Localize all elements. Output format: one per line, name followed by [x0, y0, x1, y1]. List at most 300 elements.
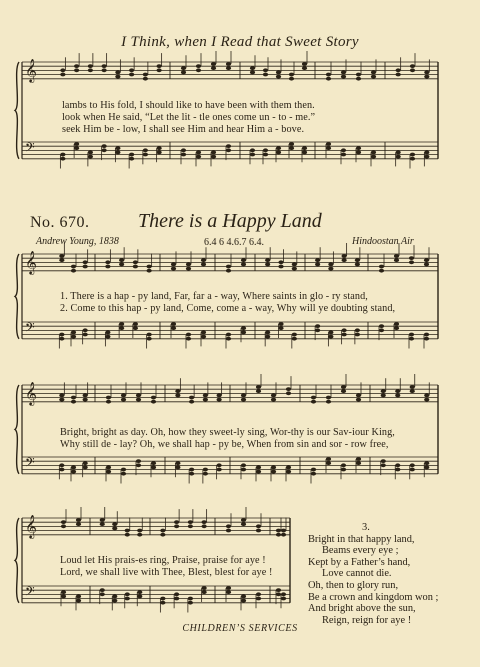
note-head — [394, 254, 399, 258]
treble-clef: 𝄞 — [25, 58, 37, 82]
note-head — [102, 64, 107, 68]
note-head — [129, 153, 134, 157]
note-head — [201, 331, 206, 335]
running-title: I Think, when I Read that Sweet Story — [121, 34, 359, 50]
note-head — [226, 529, 231, 533]
bass-clef: 𝄢 — [25, 320, 35, 338]
note-head — [171, 263, 176, 267]
lyric-line: lambs to His fold, I should like to have been with them then. — [62, 100, 315, 111]
note-head — [189, 400, 194, 404]
note-head — [137, 533, 142, 537]
note-head — [61, 520, 66, 524]
note-head — [71, 400, 76, 404]
note-head — [410, 468, 415, 472]
verse-line: Kept by a Father’s hand, — [308, 556, 411, 568]
note-head — [115, 151, 120, 155]
note-head — [202, 590, 207, 594]
note-head — [276, 533, 281, 537]
note-head — [143, 148, 148, 152]
note-head — [379, 265, 384, 269]
note-head — [226, 269, 231, 273]
note-head — [76, 599, 81, 603]
note-head — [241, 326, 246, 330]
note-head — [256, 524, 261, 528]
lyric-line: 1. There is a hap - py land, Far, far a - way, Where saints in glo - ry stand, — [60, 291, 368, 302]
note-head — [61, 524, 66, 528]
note-head — [276, 588, 281, 592]
note-head — [226, 148, 231, 152]
note-head — [302, 62, 307, 66]
note-head — [196, 155, 201, 159]
note-head — [381, 459, 386, 463]
note-head — [106, 466, 111, 470]
note-head — [217, 468, 222, 472]
note-head — [265, 331, 270, 335]
note-head — [328, 263, 333, 267]
note-head — [201, 263, 206, 267]
note-head — [133, 265, 138, 269]
note-head — [371, 151, 376, 155]
note-head — [241, 518, 246, 522]
note-head — [371, 71, 376, 75]
note-head — [226, 265, 231, 269]
note-head — [203, 398, 208, 402]
note-head — [175, 389, 180, 393]
note-head — [157, 146, 162, 150]
note-head — [286, 387, 291, 391]
note-head — [188, 601, 193, 605]
note-head — [379, 269, 384, 273]
note-head — [147, 269, 152, 273]
note-head — [125, 533, 130, 537]
note-head — [59, 258, 64, 262]
note-head — [175, 466, 180, 470]
note-head — [281, 592, 286, 596]
note-head — [292, 263, 297, 267]
note-head — [174, 597, 179, 601]
note-head — [137, 529, 142, 533]
note-head — [71, 396, 76, 400]
note-head — [326, 142, 331, 146]
note-head — [121, 468, 126, 472]
note-head — [112, 599, 117, 603]
note-head — [289, 142, 294, 146]
note-head — [174, 520, 179, 524]
lyric-line: seek Him be - low, I shall see Him and hear Him a - bove. — [62, 124, 305, 135]
note-head — [424, 155, 429, 159]
note-head — [241, 595, 246, 599]
note-head — [286, 391, 291, 395]
note-head — [83, 398, 88, 402]
note-head — [410, 64, 415, 68]
note-head — [157, 68, 162, 72]
note-head — [356, 73, 361, 77]
bass-clef: 𝄢 — [25, 584, 35, 602]
note-head — [59, 398, 64, 402]
note-head — [125, 592, 130, 596]
note-head — [151, 466, 156, 470]
note-head — [276, 529, 281, 533]
note-head — [256, 385, 261, 389]
note-head — [136, 398, 141, 402]
note-head — [410, 68, 415, 72]
note-head — [355, 333, 360, 337]
note-head — [136, 459, 141, 463]
note-head — [315, 328, 320, 332]
note-head — [203, 468, 208, 472]
note-head — [356, 461, 361, 465]
note-head — [263, 68, 268, 72]
note-head — [217, 463, 222, 467]
note-head — [326, 457, 331, 461]
note-head — [171, 322, 176, 326]
footer-section-title: CHILDREN’S SERVICES — [182, 623, 298, 634]
note-head — [410, 389, 415, 393]
note-head — [250, 153, 255, 157]
note-head — [371, 75, 376, 79]
note-head — [356, 146, 361, 150]
note-head — [74, 68, 79, 72]
note-head — [286, 466, 291, 470]
verse-line: Love cannot die. — [322, 568, 392, 580]
note-head — [186, 337, 191, 341]
note-head — [241, 394, 246, 398]
note-head — [328, 331, 333, 335]
note-head — [121, 398, 126, 402]
brace — [15, 62, 19, 159]
note-head — [71, 269, 76, 273]
note-head — [143, 77, 148, 81]
note-head — [289, 77, 294, 81]
note-head — [71, 335, 76, 339]
note-head — [394, 258, 399, 262]
note-head — [189, 468, 194, 472]
note-head — [226, 62, 231, 66]
note-head — [424, 394, 429, 398]
note-head — [424, 461, 429, 465]
note-head — [278, 322, 283, 326]
note-head — [211, 155, 216, 159]
note-head — [188, 524, 193, 528]
note-head — [160, 533, 165, 537]
note-head — [88, 155, 93, 159]
note-head — [125, 597, 130, 601]
note-head — [71, 265, 76, 269]
note-head — [241, 258, 246, 262]
verse-line: And bright above the sun, — [308, 603, 416, 615]
note-head — [181, 71, 186, 75]
note-head — [341, 148, 346, 152]
brace — [15, 518, 19, 603]
note-head — [302, 66, 307, 70]
note-head — [112, 595, 117, 599]
note-head — [136, 463, 141, 467]
note-head — [315, 324, 320, 328]
note-head — [276, 75, 281, 79]
note-head — [341, 463, 346, 467]
note-head — [71, 331, 76, 335]
note-head — [160, 597, 165, 601]
note-head — [276, 592, 281, 596]
note-head — [315, 263, 320, 267]
note-head — [265, 258, 270, 262]
lyric-line: Lord, we shall live with Thee, Blest, blest for aye ! — [60, 567, 273, 578]
note-head — [151, 396, 156, 400]
note-head — [278, 265, 283, 269]
note-head — [174, 524, 179, 528]
note-head — [341, 153, 346, 157]
note-head — [355, 263, 360, 267]
note-head — [278, 326, 283, 330]
note-head — [271, 466, 276, 470]
note-head — [60, 73, 65, 77]
note-head — [102, 144, 107, 148]
note-head — [250, 148, 255, 152]
note-head — [119, 322, 124, 326]
note-head — [112, 527, 117, 531]
note-head — [256, 592, 261, 596]
note-head — [105, 265, 110, 269]
note-head — [175, 394, 180, 398]
note-head — [394, 326, 399, 330]
note-head — [186, 267, 191, 271]
verse-line: Beams every eye ; — [322, 545, 399, 557]
note-head — [395, 389, 400, 393]
note-head — [356, 394, 361, 398]
note-head — [76, 595, 81, 599]
note-head — [256, 470, 261, 474]
note-head — [189, 396, 194, 400]
note-head — [396, 68, 401, 72]
note-head — [211, 151, 216, 155]
note-head — [311, 472, 316, 476]
note-head — [59, 254, 64, 258]
note-head — [201, 258, 206, 262]
note-head — [241, 522, 246, 526]
note-head — [88, 64, 93, 68]
note-head — [424, 398, 429, 402]
note-head — [271, 398, 276, 402]
note-head — [100, 588, 105, 592]
note-head — [355, 328, 360, 332]
note-head — [105, 260, 110, 264]
note-head — [342, 258, 347, 262]
note-head — [355, 258, 360, 262]
note-head — [160, 529, 165, 533]
note-head — [241, 398, 246, 402]
hymn-author: Andrew Young, 1838 — [36, 236, 119, 247]
note-head — [61, 595, 66, 599]
note-head — [59, 468, 64, 472]
note-head — [256, 597, 261, 601]
note-head — [381, 463, 386, 467]
note-head — [292, 267, 297, 271]
note-head — [115, 75, 120, 79]
verse-three — [308, 522, 438, 626]
note-head — [356, 457, 361, 461]
note-head — [105, 335, 110, 339]
note-head — [241, 468, 246, 472]
note-head — [157, 64, 162, 68]
note-head — [424, 258, 429, 262]
note-head — [311, 468, 316, 472]
note-head — [217, 398, 222, 402]
note-head — [311, 400, 316, 404]
bass-clef: 𝄢 — [25, 455, 35, 473]
note-head — [341, 71, 346, 75]
note-head — [74, 64, 79, 68]
note-head — [424, 71, 429, 75]
note-head — [356, 77, 361, 81]
note-head — [424, 151, 429, 155]
note-head — [189, 472, 194, 476]
note-head — [147, 337, 152, 341]
note-head — [424, 466, 429, 470]
note-head — [133, 322, 138, 326]
note-head — [147, 265, 152, 269]
note-head — [281, 533, 286, 537]
note-head — [186, 263, 191, 267]
note-head — [341, 75, 346, 79]
note-head — [292, 333, 297, 337]
note-head — [83, 328, 88, 332]
note-head — [119, 263, 124, 267]
note-head — [211, 66, 216, 70]
note-head — [106, 396, 111, 400]
note-head — [276, 146, 281, 150]
note-head — [119, 326, 124, 330]
note-head — [263, 153, 268, 157]
note-head — [100, 518, 105, 522]
note-head — [326, 146, 331, 150]
note-head — [59, 337, 64, 341]
bass-clef: 𝄢 — [25, 140, 35, 158]
note-head — [342, 333, 347, 337]
note-head — [396, 155, 401, 159]
note-head — [203, 394, 208, 398]
note-head — [263, 148, 268, 152]
lyric-line: 2. Come to this hap - py land, Come, come a - way, Why will ye doubting stand, — [60, 303, 396, 314]
note-head — [276, 151, 281, 155]
note-head — [371, 155, 376, 159]
note-head — [226, 590, 231, 594]
note-head — [424, 333, 429, 337]
note-head — [326, 400, 331, 404]
note-head — [171, 267, 176, 271]
note-head — [410, 385, 415, 389]
note-head — [83, 265, 88, 269]
note-head — [256, 389, 261, 393]
note-head — [175, 461, 180, 465]
note-head — [256, 529, 261, 533]
note-head — [289, 73, 294, 77]
note-head — [119, 258, 124, 262]
note-head — [129, 73, 134, 77]
note-head — [133, 326, 138, 330]
lyric-line: Bright, bright as day. Oh, how they sweet-ly sing, Wor-thy is our Sav-iour King, — [60, 427, 395, 438]
brace — [15, 254, 19, 339]
note-head — [71, 470, 76, 474]
note-head — [83, 394, 88, 398]
note-head — [424, 337, 429, 341]
note-head — [160, 601, 165, 605]
note-head — [241, 599, 246, 603]
note-head — [83, 260, 88, 264]
note-head — [409, 337, 414, 341]
lyric-line: Why still de - lay? Oh, we shall hap - py be, When from sin and sor - row free, — [60, 439, 389, 450]
note-head — [121, 394, 126, 398]
note-head — [281, 597, 286, 601]
note-head — [292, 337, 297, 341]
note-head — [265, 263, 270, 267]
note-head — [342, 254, 347, 258]
note-head — [143, 153, 148, 157]
note-head — [115, 71, 120, 75]
note-head — [137, 595, 142, 599]
note-head — [136, 394, 141, 398]
note-head — [379, 324, 384, 328]
note-head — [326, 73, 331, 77]
note-head — [271, 470, 276, 474]
note-head — [171, 326, 176, 330]
note-head — [241, 331, 246, 335]
note-head — [88, 151, 93, 155]
note-head — [217, 394, 222, 398]
note-head — [341, 468, 346, 472]
hymn-number: No. 670. — [30, 214, 90, 231]
note-head — [174, 592, 179, 596]
note-head — [74, 146, 79, 150]
verse-line: Reign, reign for aye ! — [322, 614, 412, 626]
note-head — [196, 68, 201, 72]
note-head — [326, 461, 331, 465]
note-head — [341, 385, 346, 389]
note-head — [121, 472, 126, 476]
note-head — [342, 328, 347, 332]
note-head — [157, 151, 162, 155]
note-head — [147, 333, 152, 337]
note-head — [202, 520, 207, 524]
verse-line: Oh, then to glory run, — [308, 579, 399, 591]
note-head — [105, 331, 110, 335]
note-head — [74, 142, 79, 146]
note-head — [100, 592, 105, 596]
note-head — [102, 68, 107, 72]
note-head — [271, 394, 276, 398]
note-head — [76, 522, 81, 526]
note-head — [315, 258, 320, 262]
note-head — [125, 529, 130, 533]
note-head — [424, 75, 429, 79]
note-head — [83, 461, 88, 465]
note-head — [395, 468, 400, 472]
note-head — [129, 157, 134, 161]
note-head — [181, 66, 186, 70]
note-head — [188, 520, 193, 524]
note-head — [202, 586, 207, 590]
note-head — [59, 394, 64, 398]
note-head — [226, 524, 231, 528]
verse-line: Bright in that happy land, — [308, 533, 415, 545]
note-head — [133, 260, 138, 264]
note-head — [83, 466, 88, 470]
note-head — [379, 328, 384, 332]
note-head — [286, 470, 291, 474]
note-head — [410, 153, 415, 157]
lyric-line: Loud let His prais-es ring, Praise, praise for aye ! — [60, 555, 266, 566]
note-head — [60, 68, 65, 72]
note-head — [115, 146, 120, 150]
